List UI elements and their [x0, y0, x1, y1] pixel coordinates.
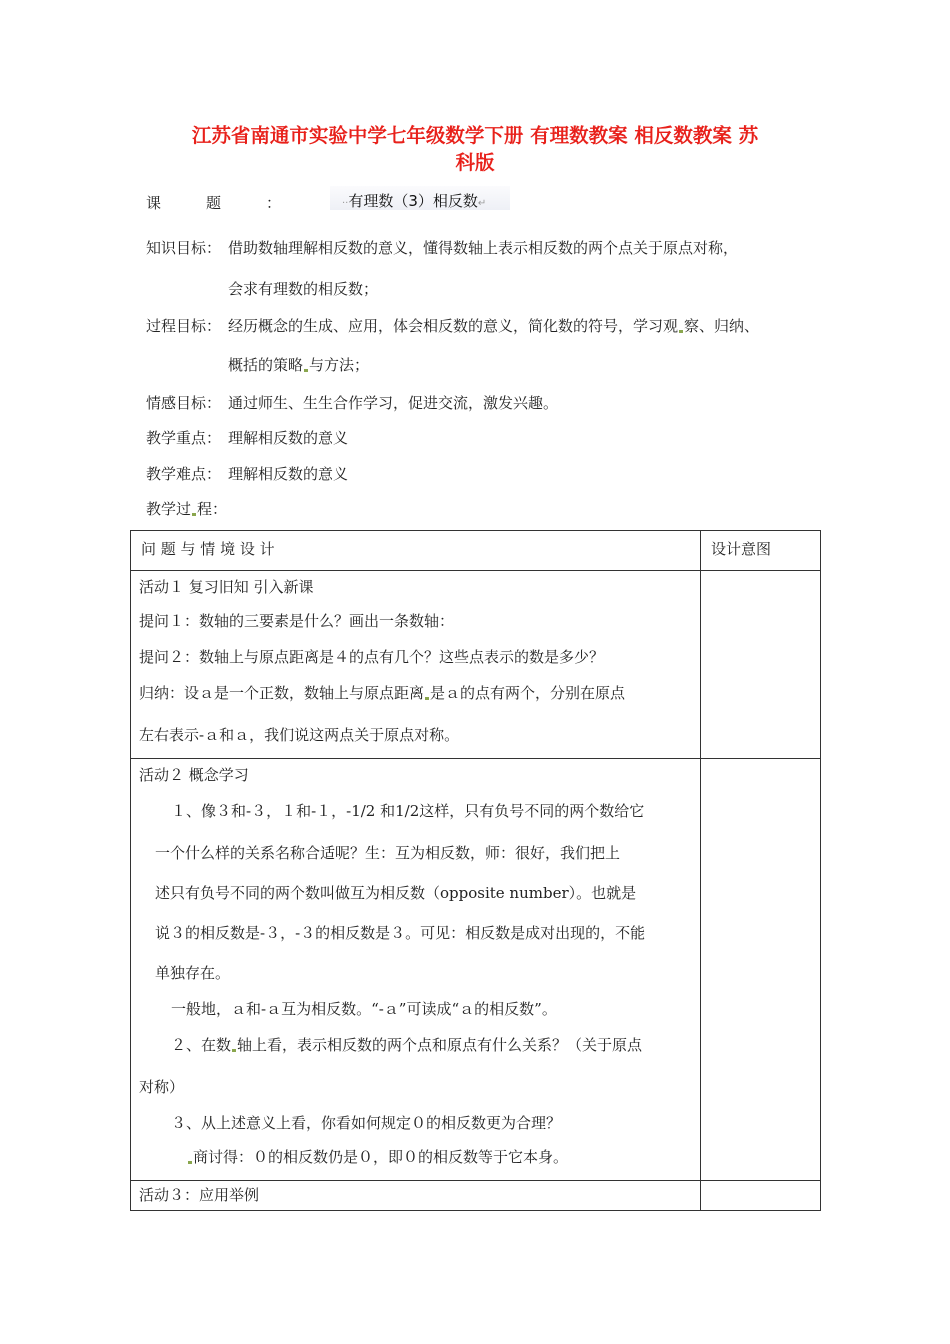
header-left-cell [131, 531, 701, 571]
p5-text: 商讨得：０的相反数仍是０，即０的相反数等于它本身。 [193, 1148, 569, 1166]
summary1a: 归纳：设ａ是一个正数，数轴上与原点距离 [139, 684, 425, 702]
teaching-difficulty [146, 464, 348, 484]
knowledge-objective [146, 238, 738, 258]
table-header-row [131, 531, 821, 571]
lesson-table [130, 530, 821, 1211]
activity1-intent-cell [701, 571, 821, 759]
emotion-text: 通过师生、生生合作学习，促进交流，激发兴趣。 [228, 394, 559, 412]
activity3-intent-cell [701, 1181, 821, 1211]
difficulty-text: 理解相反数的意义 [228, 465, 349, 483]
return-mark-icon: ↵ [477, 198, 487, 209]
header-right-cell [701, 531, 821, 571]
activity3-row [131, 1181, 821, 1211]
p3-line1b: 轴上看，表示相反数的两个点和原点有什么关系？（关于原点 [237, 1036, 643, 1054]
activity2-intent-cell [701, 759, 821, 1181]
activity2-p1-line5: 单独存在。 [155, 964, 231, 982]
marker-dot-icon [679, 330, 683, 333]
activity2-row [131, 759, 821, 1181]
header-left: 问 题 与 情 境 设 计 [141, 540, 275, 558]
difficulty-label: 教学难点： [146, 465, 222, 483]
marker-dot-icon [304, 369, 308, 372]
activity2-p3-line1 [171, 1035, 642, 1055]
process-text-line1b: 察、归纳、 [684, 317, 760, 335]
activity2-p1-line2: 一个什么样的关系名称合适呢？生：互为相反数，师：很好，我们把上 [155, 844, 621, 862]
teaching-focus [146, 428, 348, 448]
process-text-line2a: 概括的策略 [228, 356, 304, 374]
topic-value [342, 190, 486, 211]
document-title [120, 122, 830, 176]
knowledge-label: 知识目标： [146, 239, 222, 257]
activity2-p5 [187, 1147, 568, 1167]
process-heading-a: 教学过 [146, 500, 192, 518]
activity1-cell [131, 571, 701, 759]
marker-dot-icon [425, 697, 429, 700]
activity2-p1-line4: 说３的相反数是-３，-３的相反数是３。可见：相反数是成对出现的，不能 [155, 924, 646, 942]
topic-label: 课题： [146, 194, 327, 212]
marker-dot-icon [188, 1161, 192, 1164]
activity1-summary-line1 [139, 683, 625, 703]
activity2-p4: ３、从上述意义上看，你看如何规定０的相反数更为合理？ [171, 1114, 562, 1132]
activity3-cell [131, 1181, 701, 1211]
emotion-objective [146, 393, 558, 413]
focus-label: 教学重点： [146, 429, 222, 447]
activity3-title: 活动３：应用举例 [139, 1186, 260, 1204]
marker-dot-icon [192, 513, 196, 516]
process-text-line1a: 经历概念的生成、应用，体会相反数的意义，简化数的符号，学习观 [228, 317, 679, 335]
activity2-cell [131, 759, 701, 1181]
activity1-summary-line2: 左右表示-ａ和ａ，我们说这两点关于原点对称。 [139, 726, 460, 744]
process-label: 过程目标： [146, 317, 222, 335]
summary1b: 是ａ的点有两个，分别在原点 [430, 684, 626, 702]
p3-line1a: ２、在数 [171, 1036, 232, 1054]
activity1-question1: 提问１：数轴的三要素是什么？画出一条数轴： [139, 612, 455, 630]
focus-text: 理解相反数的意义 [228, 429, 349, 447]
process-text-line2b: 与方法； [309, 356, 370, 374]
knowledge-text-line2: 会求有理数的相反数； [228, 280, 379, 298]
activity1-question2: 提问２：数轴上与原点距离是４的点有几个？这些点表示的数是多少？ [139, 648, 605, 666]
topic-value-text: 有理数（3）相反数 [348, 192, 478, 210]
process-text-line2 [228, 355, 369, 375]
activity2-p3-line2: 对称） [139, 1078, 185, 1096]
title-line-1: 江苏省南通市实验中学七年级数学下册 有理数教案 相反数教案 苏 [191, 124, 759, 147]
topic-row [146, 193, 326, 213]
activity2-p2: 一般地，ａ和-ａ互为相反数。“-ａ”可读成“ａ的相反数”。 [171, 1000, 557, 1018]
activity2-p1-line3: 述只有负号不同的两个数叫做互为相反数（opposite number）。也就是 [155, 884, 637, 902]
bullet-mark: ·· [342, 198, 349, 209]
process-objective [146, 316, 759, 336]
marker-dot-icon [232, 1049, 236, 1052]
header-right: 设计意图 [711, 540, 772, 558]
knowledge-text-line1: 借助数轴理解相反数的意义，懂得数轴上表示相反数的两个点关于原点对称， [228, 239, 739, 257]
activity1-title: 活动１ 复习旧知 引入新课 [139, 578, 314, 596]
emotion-label: 情感目标： [146, 394, 222, 412]
activity2-title: 活动２ 概念学习 [139, 766, 249, 784]
title-line-2: 科版 [455, 151, 495, 174]
activity1-row [131, 571, 821, 759]
activity2-p1-line1: １、像３和-３，１和-１，-1/2 和1/2这样，只有负号不同的两个数给它 [171, 802, 645, 820]
process-heading-b: 程： [197, 500, 228, 518]
teaching-process-heading [146, 499, 227, 519]
